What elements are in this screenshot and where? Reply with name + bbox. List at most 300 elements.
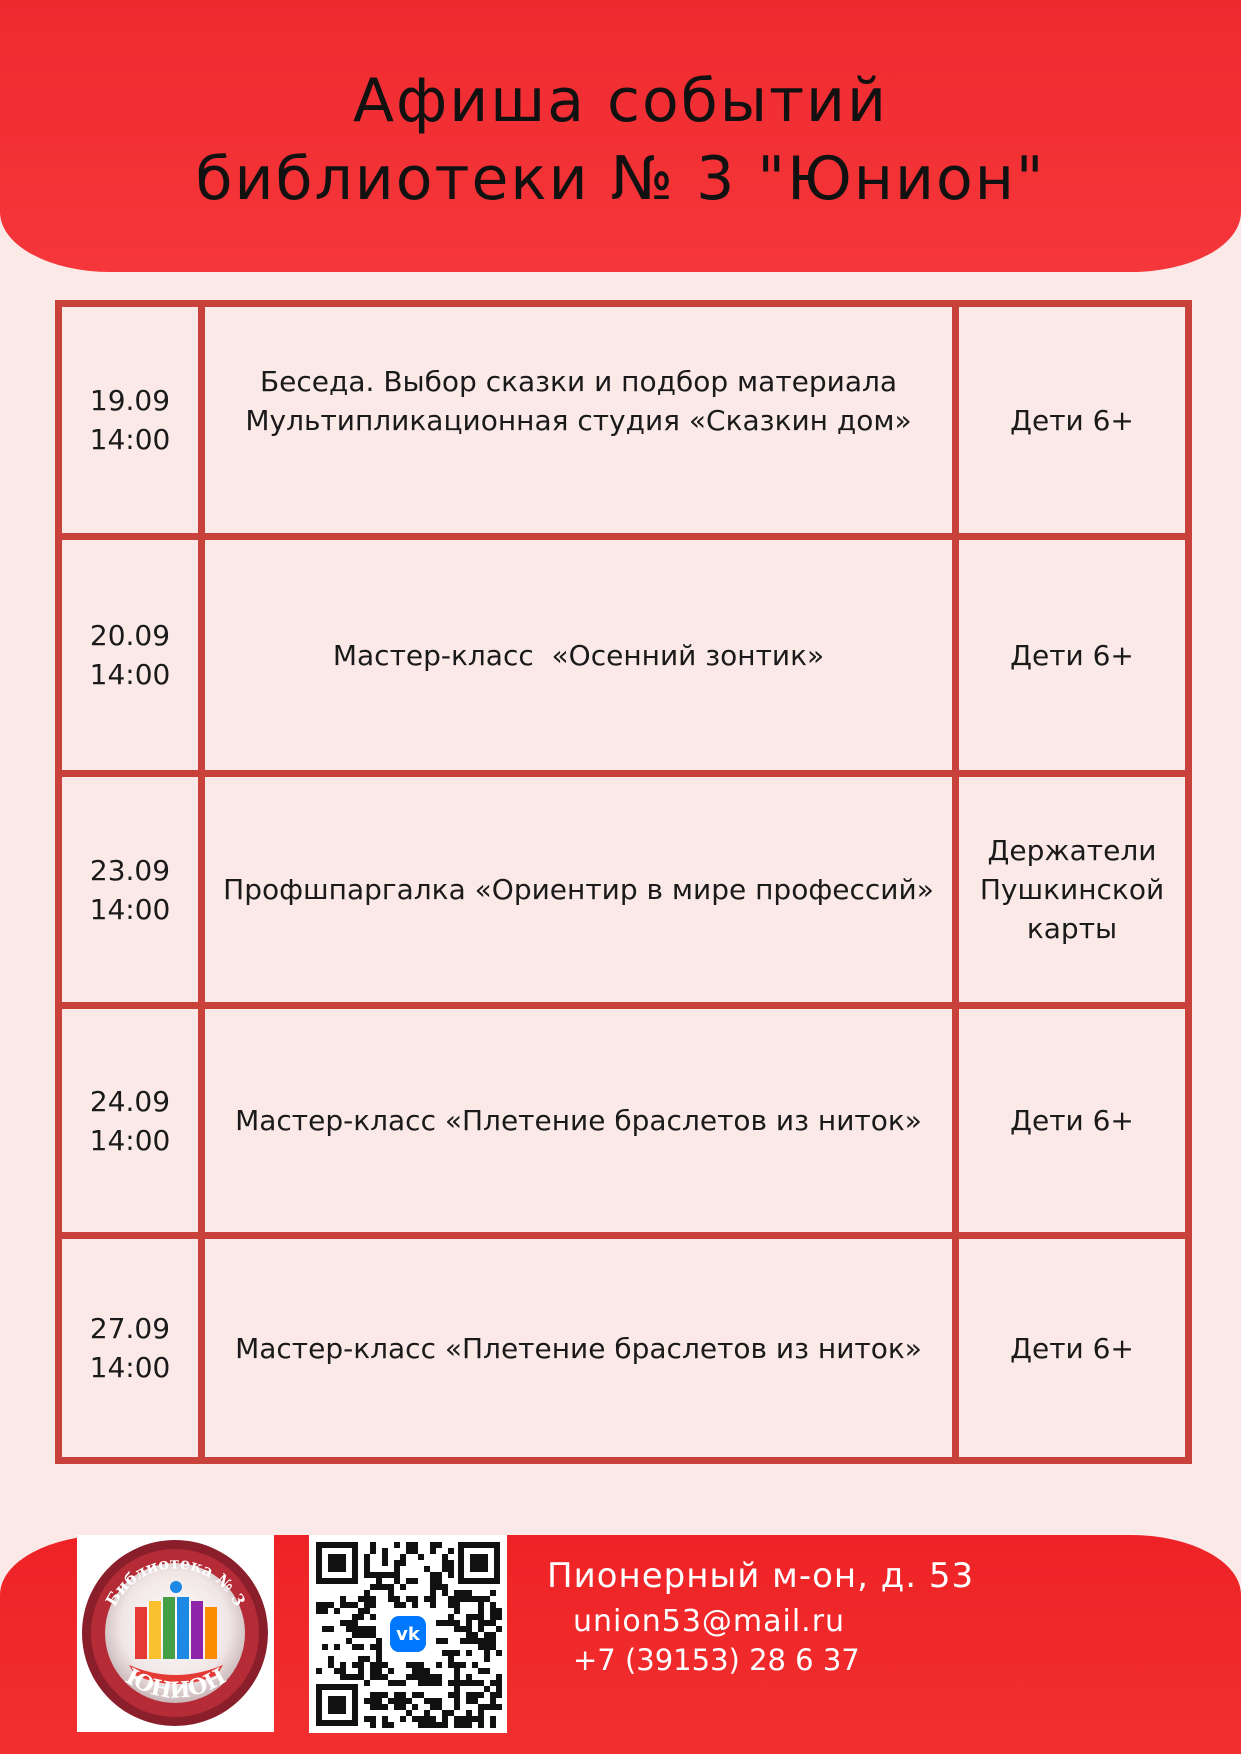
qr-module: [388, 1572, 394, 1578]
qr-module: [490, 1698, 496, 1704]
qr-module: [388, 1680, 394, 1686]
qr-module: [406, 1674, 412, 1680]
qr-module: [382, 1704, 388, 1710]
qr-module: [454, 1680, 460, 1686]
qr-module: [406, 1698, 412, 1704]
qr-module: [412, 1668, 418, 1674]
qr-module: [436, 1674, 442, 1680]
qr-module: [418, 1662, 424, 1668]
qr-module: [370, 1668, 376, 1674]
qr-module: [352, 1602, 358, 1608]
qr-module: [448, 1710, 454, 1716]
qr-module: [454, 1686, 460, 1692]
qr-module: [430, 1716, 436, 1722]
qr-module: [442, 1560, 448, 1566]
qr-module: [490, 1638, 496, 1644]
qr-module: [466, 1596, 472, 1602]
qr-module: [496, 1704, 502, 1710]
qr-module: [490, 1590, 496, 1596]
qr-module: [430, 1578, 436, 1584]
qr-module: [412, 1548, 418, 1554]
logo-text-bottom: ЮНИОН: [121, 1663, 231, 1704]
qr-module: [496, 1650, 502, 1656]
qr-module: [370, 1584, 376, 1590]
qr-module: [364, 1626, 370, 1632]
event-audience-label: Дети 6+: [1010, 638, 1134, 672]
qr-module: [454, 1620, 460, 1626]
qr-module: [382, 1572, 388, 1578]
qr-module: [394, 1566, 400, 1572]
qr-module: [490, 1680, 496, 1686]
qr-module: [466, 1680, 472, 1686]
qr-module: [358, 1668, 364, 1674]
qr-module: [340, 1596, 346, 1602]
qr-module: [448, 1572, 454, 1578]
qr-module: [382, 1584, 388, 1590]
event-audience: [956, 774, 1189, 1006]
qr-module: [346, 1674, 352, 1680]
qr-module: [478, 1692, 484, 1698]
library-logo: [77, 1535, 274, 1732]
qr-module: [424, 1710, 430, 1716]
event-datetime: [59, 1006, 202, 1236]
qr-module: [490, 1644, 496, 1650]
qr-module: [370, 1596, 376, 1602]
qr-module: [466, 1722, 472, 1728]
qr-module: [388, 1722, 394, 1728]
qr-module: [478, 1602, 484, 1608]
qr-module: [364, 1602, 370, 1608]
qr-module: [382, 1554, 388, 1560]
qr-module: [454, 1674, 460, 1680]
table-row: [59, 537, 1189, 774]
qr-module: [418, 1554, 424, 1560]
qr-module: [442, 1584, 448, 1590]
qr-module: [436, 1572, 442, 1578]
qr-module: [472, 1680, 478, 1686]
qr-module: [370, 1716, 376, 1722]
qr-module: [376, 1572, 382, 1578]
qr-module: [412, 1602, 418, 1608]
qr-module: [460, 1626, 466, 1632]
qr-module: [472, 1614, 478, 1620]
qr-module: [424, 1722, 430, 1728]
qr-module: [466, 1716, 472, 1722]
qr-module: [376, 1698, 382, 1704]
qr-module: [406, 1596, 412, 1602]
event-title-line: Беседа. Выбор сказки и подбор материала: [259, 365, 898, 398]
qr-module: [442, 1710, 448, 1716]
qr-module: [412, 1716, 418, 1722]
event-audience: [956, 1006, 1189, 1236]
qr-module: [394, 1704, 400, 1710]
qr-module: [430, 1722, 436, 1728]
qr-module: [466, 1710, 472, 1716]
phone-number[interactable]: +7 (39153) 28 6 37: [573, 1643, 860, 1677]
qr-module: [478, 1608, 484, 1614]
qr-module: [448, 1650, 454, 1656]
qr-module: [352, 1626, 358, 1632]
qr-module: [412, 1596, 418, 1602]
qr-module: [496, 1614, 502, 1620]
qr-module: [370, 1644, 376, 1650]
event-audience-label: Дети 6+: [1010, 1104, 1134, 1137]
table-row: [59, 1236, 1189, 1461]
event-title-line: Мультипликационная студия «Сказкин дом»: [245, 404, 912, 437]
qr-module: [358, 1626, 364, 1632]
qr-module: [370, 1674, 376, 1680]
qr-module: [448, 1602, 454, 1608]
qr-module: [322, 1626, 328, 1632]
qr-module: [490, 1620, 496, 1626]
qr-module: [370, 1542, 376, 1548]
qr-module: [340, 1602, 346, 1608]
qr-module: [370, 1626, 376, 1632]
qr-module: [370, 1692, 376, 1698]
qr-module: [388, 1668, 394, 1674]
qr-module: [364, 1656, 370, 1662]
qr-module: [364, 1698, 370, 1704]
qr-module: [466, 1620, 472, 1626]
qr-module: [418, 1722, 424, 1728]
qr-module: [346, 1620, 352, 1626]
qr-module: [454, 1650, 460, 1656]
qr-module: [436, 1662, 442, 1668]
qr-module: [340, 1674, 346, 1680]
qr-module: [442, 1566, 448, 1572]
qr-module: [370, 1704, 376, 1710]
qr-module: [442, 1620, 448, 1626]
qr-module: [430, 1596, 436, 1602]
qr-module: [424, 1698, 430, 1704]
event-title-line: Мастер-класс «Плетение браслетов из ниток»: [235, 1331, 922, 1365]
qr-module: [328, 1656, 334, 1662]
table-row: [59, 1006, 1189, 1236]
qr-module: [496, 1608, 502, 1614]
qr-module: [364, 1572, 370, 1578]
qr-module: [418, 1668, 424, 1674]
qr-module: [352, 1662, 358, 1668]
qr-module: [430, 1572, 436, 1578]
qr-module: [490, 1716, 496, 1722]
qr-module: [448, 1656, 454, 1662]
qr-module: [454, 1662, 460, 1668]
qr-module: [436, 1680, 442, 1686]
qr-module: [430, 1542, 436, 1548]
qr-module: [454, 1626, 460, 1632]
qr-module: [394, 1602, 400, 1608]
qr-module: [382, 1662, 388, 1668]
qr-module: [370, 1602, 376, 1608]
qr-module: [394, 1542, 400, 1548]
qr-module: [370, 1722, 376, 1728]
qr-module: [490, 1692, 496, 1698]
event-title: [202, 304, 956, 537]
event-audience: [956, 1236, 1189, 1461]
qr-module: [358, 1662, 364, 1668]
qr-module: [340, 1668, 346, 1674]
qr-module: [328, 1602, 334, 1608]
qr-module: [376, 1578, 382, 1584]
table-row: [59, 304, 1189, 537]
qr-module: [448, 1560, 454, 1566]
qr-module: [400, 1698, 406, 1704]
qr-module: [454, 1716, 460, 1722]
qr-code-image: [309, 1535, 507, 1733]
qr-module: [466, 1650, 472, 1656]
qr-module: [418, 1692, 424, 1698]
qr-module: [460, 1716, 466, 1722]
event-date: 20.09: [89, 619, 171, 652]
qr-module: [400, 1554, 406, 1560]
event-title: [202, 774, 956, 1006]
page-title-line-1: Афиша событий: [352, 66, 889, 136]
qr-module: [376, 1650, 382, 1656]
qr-module: [388, 1698, 394, 1704]
qr-module: [400, 1602, 406, 1608]
qr-module: [382, 1548, 388, 1554]
qr-module: [388, 1584, 394, 1590]
vk-icon-label: vk: [396, 1624, 420, 1645]
event-date: 23.09: [89, 853, 171, 887]
qr-module: [358, 1596, 364, 1602]
qr-module: [454, 1722, 460, 1728]
qr-module: [346, 1638, 352, 1644]
qr-module: [376, 1704, 382, 1710]
qr-module: [352, 1674, 358, 1680]
qr-module: [406, 1662, 412, 1668]
qr-module: [376, 1638, 382, 1644]
qr-module: [424, 1596, 430, 1602]
qr-module: [442, 1554, 448, 1560]
qr-module: [496, 1686, 502, 1692]
qr-module: [376, 1668, 382, 1674]
qr-module: [454, 1596, 460, 1602]
qr-module: [340, 1662, 346, 1668]
qr-module: [370, 1572, 376, 1578]
qr-module: [484, 1650, 490, 1656]
qr-module: [394, 1680, 400, 1686]
qr-module: [388, 1596, 394, 1602]
event-title: [202, 537, 956, 774]
qr-module: [418, 1680, 424, 1686]
qr-module: [316, 1668, 322, 1674]
qr-module: [472, 1692, 478, 1698]
qr-module: [364, 1716, 370, 1722]
qr-module: [466, 1674, 472, 1680]
qr-module: [376, 1584, 382, 1590]
qr-module: [448, 1692, 454, 1698]
qr-module: [388, 1590, 394, 1596]
qr-module: [418, 1716, 424, 1722]
qr-module: [370, 1632, 376, 1638]
qr-module: [484, 1596, 490, 1602]
qr-module: [394, 1692, 400, 1698]
qr-module: [478, 1710, 484, 1716]
qr-module: [322, 1602, 328, 1608]
qr-module: [334, 1608, 340, 1614]
qr-module: [424, 1674, 430, 1680]
qr-module: [466, 1590, 472, 1596]
qr-module: [448, 1680, 454, 1686]
qr-module: [316, 1608, 322, 1614]
qr-module: [448, 1548, 454, 1554]
qr-module: [328, 1626, 334, 1632]
qr-module: [346, 1626, 352, 1632]
qr-module: [478, 1680, 484, 1686]
event-time: 14:00: [89, 892, 171, 926]
event-datetime: [59, 304, 202, 537]
qr-module: [394, 1596, 400, 1602]
qr-module: [340, 1620, 346, 1626]
qr-module: [400, 1560, 406, 1566]
qr-module: [382, 1560, 388, 1566]
qr-module: [322, 1608, 328, 1614]
qr-module: [442, 1650, 448, 1656]
qr-module: [490, 1602, 496, 1608]
event-time: 14:00: [89, 423, 171, 456]
qr-module: [406, 1578, 412, 1584]
qr-module: [496, 1680, 502, 1686]
qr-module: [352, 1632, 358, 1638]
qr-module: [466, 1698, 472, 1704]
qr-module: [424, 1668, 430, 1674]
qr-module: [490, 1632, 496, 1638]
event-time: 14:00: [89, 658, 171, 691]
qr-module: [436, 1578, 442, 1584]
qr-module: [484, 1638, 490, 1644]
qr-module: [424, 1566, 430, 1572]
event-audience: [956, 537, 1189, 774]
qr-module: [496, 1674, 502, 1680]
events-table: [55, 300, 1192, 1464]
qr-module: [376, 1656, 382, 1662]
qr-module: [418, 1674, 424, 1680]
qr-module: [430, 1602, 436, 1608]
qr-module: [352, 1620, 358, 1626]
qr-module: [478, 1704, 484, 1710]
qr-module: [466, 1632, 472, 1638]
qr-module: [472, 1662, 478, 1668]
event-date: 27.09: [89, 1312, 171, 1345]
event-datetime: [59, 1236, 202, 1461]
qr-module: [406, 1548, 412, 1554]
qr-module: [406, 1710, 412, 1716]
qr-code[interactable]: [309, 1535, 507, 1733]
qr-module: [412, 1692, 418, 1698]
qr-module: [448, 1620, 454, 1626]
table-row: [59, 774, 1189, 1006]
qr-module: [364, 1632, 370, 1638]
qr-module: [460, 1638, 466, 1644]
qr-module: [406, 1542, 412, 1548]
qr-module: [370, 1614, 376, 1620]
qr-module: [400, 1680, 406, 1686]
qr-module: [466, 1638, 472, 1644]
qr-module: [376, 1644, 382, 1650]
qr-module: [478, 1644, 484, 1650]
qr-module: [364, 1590, 370, 1596]
qr-module: [334, 1668, 340, 1674]
qr-module: [442, 1638, 448, 1644]
qr-module: [472, 1716, 478, 1722]
qr-module: [448, 1614, 454, 1620]
qr-module: [490, 1704, 496, 1710]
qr-module: [460, 1662, 466, 1668]
qr-module: [436, 1620, 442, 1626]
qr-module: [430, 1680, 436, 1686]
qr-module: [358, 1608, 364, 1614]
qr-module: [328, 1662, 334, 1668]
qr-module: [412, 1662, 418, 1668]
qr-module: [460, 1680, 466, 1686]
qr-module: [454, 1704, 460, 1710]
qr-module: [490, 1722, 496, 1728]
qr-module: [430, 1704, 436, 1710]
qr-module: [376, 1692, 382, 1698]
qr-module: [334, 1644, 340, 1650]
page-title: [0, 62, 1241, 218]
event-audience: [956, 304, 1189, 537]
qr-module: [358, 1674, 364, 1680]
qr-module: [382, 1692, 388, 1698]
qr-module: [364, 1566, 370, 1572]
qr-module: [358, 1656, 364, 1662]
address: Пионерный м-он, д. 53: [547, 1556, 975, 1596]
qr-module: [412, 1674, 418, 1680]
qr-module: [454, 1608, 460, 1614]
qr-module: [472, 1638, 478, 1644]
qr-module: [370, 1548, 376, 1554]
qr-module: [466, 1614, 472, 1620]
qr-module: [490, 1608, 496, 1614]
qr-module: [478, 1722, 484, 1728]
qr-module: [364, 1608, 370, 1614]
qr-module: [412, 1542, 418, 1548]
qr-module: [364, 1560, 370, 1566]
qr-module: [460, 1590, 466, 1596]
event-audience-label: Дети 6+: [1010, 403, 1134, 437]
qr-module: [412, 1704, 418, 1710]
qr-module: [484, 1644, 490, 1650]
qr-module: [436, 1584, 442, 1590]
qr-module: [484, 1632, 490, 1638]
qr-module: [430, 1590, 436, 1596]
qr-module: [358, 1614, 364, 1620]
qr-module: [448, 1662, 454, 1668]
event-datetime: [59, 774, 202, 1006]
qr-module: [454, 1698, 460, 1704]
event-title-line: Мастер-класс «Плетение браслетов из ниток»: [235, 1104, 922, 1137]
qr-module: [370, 1698, 376, 1704]
qr-module: [442, 1716, 448, 1722]
qr-module: [382, 1722, 388, 1728]
email-link[interactable]: union53@mail.ru: [573, 1604, 846, 1639]
qr-module: [382, 1716, 388, 1722]
event-title-line: Мастер-класс «Осенний зонтик»: [332, 638, 825, 672]
qr-module: [454, 1590, 460, 1596]
qr-module: [364, 1596, 370, 1602]
qr-module: [496, 1626, 502, 1632]
event-title-line: Профшпаргалка «Ориентир в мире профессий»: [223, 873, 934, 906]
qr-module: [442, 1590, 448, 1596]
qr-module: [484, 1668, 490, 1674]
qr-module: [424, 1680, 430, 1686]
qr-module: [460, 1596, 466, 1602]
qr-module: [478, 1638, 484, 1644]
qr-module: [466, 1626, 472, 1632]
qr-module: [412, 1578, 418, 1584]
